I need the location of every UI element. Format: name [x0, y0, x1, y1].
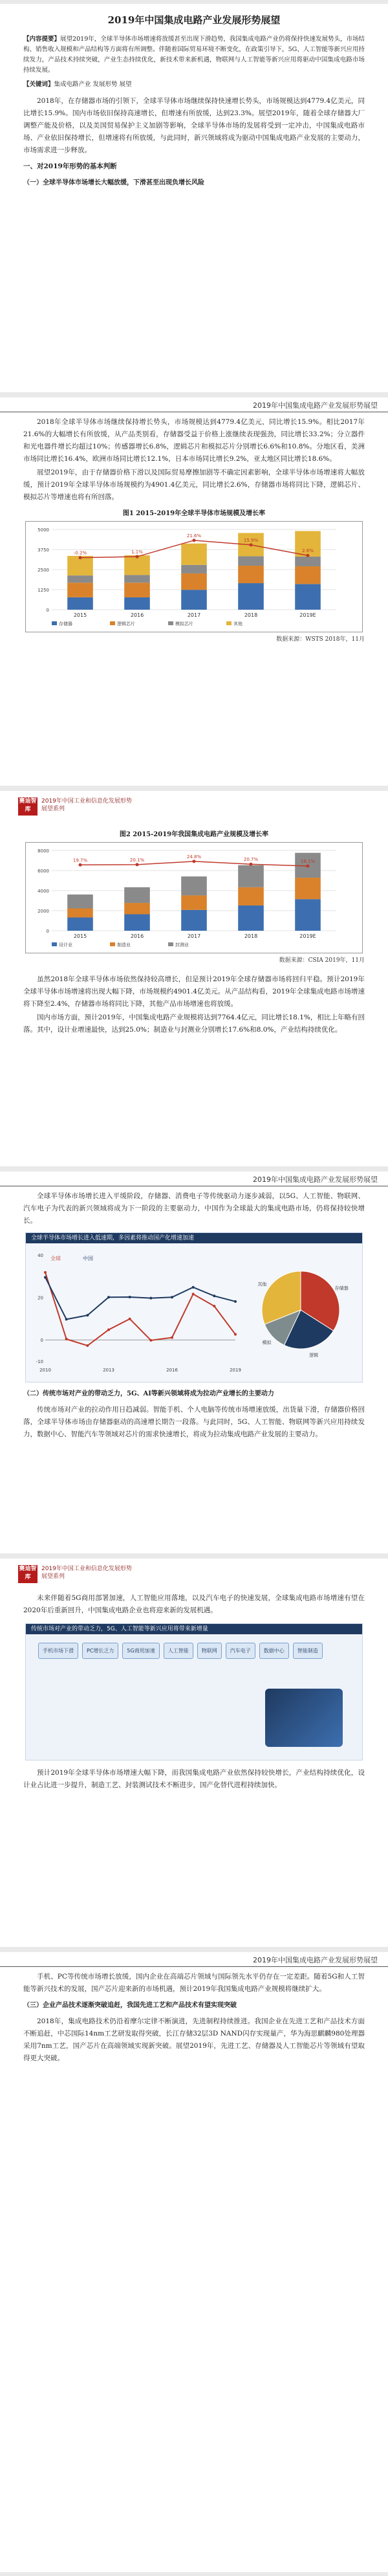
figure-1-title: 图1 2015-2019年全球半导体市场规模及增长率 — [122, 510, 266, 517]
page-1 — [0, 4, 388, 392]
legend-label: 模拟芯片 — [175, 621, 193, 627]
growth-label: 2.6% — [302, 548, 314, 554]
data-point — [86, 1314, 89, 1316]
abstract-label: 【内容提要】 — [23, 36, 61, 43]
data-point — [234, 1300, 237, 1303]
data-point — [107, 1296, 110, 1298]
y-tick-label: -10 — [36, 1359, 43, 1364]
legend-label: 存储器 — [59, 621, 72, 627]
figure-1-svg — [26, 522, 362, 632]
tag-pill: 5G商用加速 — [122, 1643, 159, 1659]
bar — [124, 597, 150, 610]
y-tick-label: 1250 — [38, 588, 49, 593]
page-6 — [0, 1952, 388, 2572]
growth-point — [250, 543, 253, 546]
paragraph-10: 2018年，集成电路技术仍沿着摩尔定律不断演进，先进制程持续推进。我国企业在先进工艺和产品技术方面不断追赶，中芯国际14nm工艺研发取得突破，长江存储32层3D NAND闪存实现量产，华为海思麒麟980处理器采用7nm工艺，国产芯片在高端领域实现新突破。展望2019年，先进工艺、存储器及人工智能芯片等领域有望取得更大突破。 — [23, 2017, 365, 2062]
bar — [181, 910, 207, 931]
keywords — [23, 80, 365, 90]
tag-pill: 人工智能 — [164, 1643, 193, 1659]
legend-swatch — [52, 942, 57, 946]
data-point — [149, 1297, 152, 1300]
figure-1-source: 数据来源：WSTS 2018年，11月 — [276, 636, 365, 643]
page-header — [0, 1171, 388, 1186]
abstract-text: 展望2019年，全球半导体市场增速将放缓甚至出现下滑趋势，我国集成电路产业仍将保持快速发展势头，市场结构、销售收入规模和产品结构等方面将有所调整。伴随着国际贸易环境不断变化，在政策引导下，5G、人工智能等新兴应用持续发力，产品技术持续突破，产业生态持续优化，新技术带来新机遇，物联网与人工智能等新兴应用将驱动中国集成电路市场持续发展。 — [23, 36, 365, 74]
series-name: 2019年中国工业和信息化发展形势展望系列 — [41, 1566, 132, 1580]
x-tick-label: 2016 — [130, 933, 144, 939]
logo: 赛迪智库 — [18, 1565, 38, 1583]
data-point — [234, 1333, 237, 1336]
legend-swatch — [168, 942, 173, 946]
legend-swatch — [52, 621, 57, 625]
pie-label: 模拟 — [262, 1340, 272, 1346]
growth-point — [193, 860, 196, 863]
tag-pill: 物联网 — [197, 1643, 222, 1659]
bar — [181, 544, 207, 565]
x-tick-label: 2017 — [187, 933, 201, 939]
growth-point — [79, 556, 82, 559]
logo: 赛迪智库 — [18, 797, 38, 816]
bar — [238, 905, 264, 931]
paragraph-5: 全球半导体市场增长进入平缓阶段，存储器、消费电子等传统驱动力逐步减弱，以5G、人工智能、物联网、汽车电子为代表的新兴领域将成为下一阶段的主要驱动力，中国作为全球最大的集成电路市场，仍将保持较快增长。 — [23, 1192, 365, 1225]
x-tick-label: 2019 — [230, 1368, 241, 1373]
bar — [67, 575, 93, 583]
bar — [124, 915, 150, 931]
bar — [124, 887, 150, 903]
data-point — [192, 1286, 195, 1289]
subsection-heading-1a: （一）全球半导体市场增长大幅放缓，下滑甚至出现负增长风险 — [23, 179, 204, 186]
bar — [181, 895, 207, 909]
data-point — [44, 1276, 47, 1278]
tag-pill: PC增长乏力 — [82, 1643, 118, 1659]
growth-point — [307, 554, 310, 557]
legend-label: 其他 — [233, 621, 242, 627]
growth-label: 1.1% — [131, 550, 143, 555]
x-tick-label: 2015 — [73, 612, 87, 618]
page-5 — [0, 1559, 388, 1947]
data-point — [192, 1293, 195, 1295]
document-title: 2019年中国集成电路产业发展形势展望 — [107, 14, 281, 26]
bar — [295, 557, 321, 566]
abstract — [23, 34, 365, 76]
page-header — [0, 397, 388, 412]
paragraph-8: 预计2019年全球半导体市场增速大幅下降，而我国集成电路产业依然保持较快增长，产业结构持续优化，设计业占比进一步提升，制造工艺、封装测试技术不断进步，国产化替代进程持续加快。 — [23, 1769, 365, 1789]
data-point — [65, 1338, 68, 1340]
legend-swatch — [110, 621, 115, 625]
legend-label: 全球 — [50, 1256, 61, 1261]
x-tick-label: 2019E — [299, 612, 316, 618]
series-line — [45, 1272, 235, 1346]
x-tick-label: 2018 — [244, 933, 258, 939]
paragraph-7: 未来伴随着5G商用部署加速，人工智能应用落地，以及汽车电子的快速发展，全球集成电路市场增速有望在2020年后重新回升，中国集成电路企业也将迎来新的发展机遇。 — [23, 1594, 365, 1614]
bar — [67, 908, 93, 917]
intro-paragraph: 2018年，在存储器市场的引领下，全球半导体市场继续保持快速增长势头，市场规模达到4779.4亿美元，同比增长15.9%。国内市场依旧保持高速增长，但增速有所放缓，达到23.3%。展望2019年，随着全球存储器大厂调整产能及价格，以及美国贸易保护主义加剧等影响，全球半导体市场的发展将受到一定冲击，中国集成电路市场、产业依旧保持增长，但增速将有所放缓，与此同时，新兴领域将成为驱动中国集成电路产业发展的主要动力，市场需求进一步释放。 — [23, 97, 365, 154]
bar — [181, 573, 207, 590]
legend-swatch — [226, 621, 232, 625]
bar — [295, 584, 321, 610]
data-point — [171, 1337, 173, 1339]
growth-label: 18.1% — [300, 859, 316, 865]
chip-graphic — [265, 1689, 343, 1747]
y-tick-label: 4000 — [38, 889, 49, 894]
bar — [238, 566, 264, 583]
y-tick-label: 8000 — [38, 849, 49, 854]
bar — [295, 878, 321, 899]
figure-2-chart — [25, 842, 363, 953]
y-tick-label: 3750 — [38, 548, 49, 553]
series-line — [45, 1277, 235, 1319]
infographic-2 — [25, 1623, 363, 1760]
infographic-2-tags — [26, 1634, 362, 1667]
legend-swatch — [110, 942, 115, 946]
legend-label: 制造业 — [117, 942, 131, 948]
keywords-label: 【关键词】 — [23, 81, 54, 88]
growth-point — [307, 865, 310, 868]
pie-label: 存储器 — [334, 1285, 349, 1291]
x-tick-label: 2018 — [244, 612, 258, 618]
x-tick-label: 2019E — [299, 933, 316, 939]
data-point — [213, 1294, 215, 1297]
bar — [67, 894, 93, 908]
growth-label: -0.2% — [73, 550, 87, 556]
y-tick-label: 40 — [38, 1253, 43, 1258]
tag-pill: 手机市场下滑 — [38, 1643, 78, 1659]
y-tick-label: 0 — [40, 1338, 43, 1344]
growth-point — [250, 863, 253, 866]
infographic-2-title: 传统市场对产业的带动乏力，5G、人工智能等新兴应用将带来新增量 — [26, 1624, 362, 1634]
y-tick-label: 2500 — [38, 568, 49, 573]
data-point — [86, 1344, 89, 1347]
growth-label: 19.7% — [72, 858, 88, 863]
page-2 — [0, 397, 388, 786]
bar — [238, 887, 264, 905]
bar — [238, 556, 264, 566]
subsection-heading-1c: （三）企业产品技术逐渐突破追赶，我国先进工艺和产品技术有望实现突破 — [23, 2002, 237, 2009]
data-point — [107, 1328, 110, 1331]
y-tick-label: 5000 — [38, 527, 49, 533]
paragraph-6: 传统市场对产业的拉动作用日趋减弱。智能手机、个人电脑等传统市场增速放缓，出货量下滑，存储器价格回落，全球半导体市场由存储器驱动的高速增长期告一段落。与此同时，5G、人工智能、物联网等新兴应用持续发力，数据中心、智能汽车等领域对芯片的需求快速增长，将成为拉动集成电路产业发展的主要动力。 — [23, 1406, 365, 1438]
bar — [67, 917, 93, 931]
infographic-1-pie-chart — [246, 1249, 356, 1378]
y-tick-label: 6000 — [38, 869, 49, 874]
growth-label: 20.7% — [243, 857, 259, 863]
section-heading-1: 一、对2019年形势的基本判断 — [23, 162, 117, 170]
pie-label: 其他 — [257, 1282, 267, 1287]
paragraph-4: 国内市场方面，预计2019年，中国集成电路产业规模将达到7764.4亿元，同比增长18.1%，相比上年略有回落。其中，设计业增速最快，达到25.0%；制造业与封测业分别增长17.6%和8.0%，产业结构持续优化。 — [23, 1014, 365, 1034]
legend-label: 封测业 — [175, 942, 189, 948]
paragraph-9: 手机、PC等传统市场增长放缓，国内企业在高端芯片领域与国际领先水平仍存在一定差距。随着5G和人工智能等新兴技术的发展，国产芯片迎来新的市场机遇，预计2019年我国集成电路产业规模将继续扩大。 — [23, 1973, 365, 1993]
page-header — [0, 1952, 388, 1967]
growth-point — [136, 555, 139, 559]
legend-label: 逻辑芯片 — [117, 621, 135, 627]
tag-pill: 智能制造 — [293, 1643, 323, 1659]
growth-point — [79, 863, 82, 867]
bar — [181, 565, 207, 573]
x-tick-label: 2017 — [187, 612, 201, 618]
data-point — [129, 1318, 131, 1320]
bar — [181, 590, 207, 610]
legend-label: 中国 — [83, 1256, 93, 1261]
data-point — [65, 1318, 68, 1320]
tag-pill: 数据中心 — [259, 1643, 289, 1659]
growth-label: 21.6% — [186, 533, 202, 539]
y-tick-label: 20 — [38, 1295, 43, 1301]
page-header-title: 2019年中国集成电路产业发展形势展望 — [253, 1175, 378, 1184]
growth-label: 24.8% — [186, 854, 202, 860]
y-tick-label: 2000 — [38, 909, 49, 914]
paragraph-1: 2018年全球半导体市场继续保持增长势头，市场规模达到4779.4亿美元，同比增长15.9%。相比2017年21.6%的大幅增长有所放缓，从产品类别看，存储器受益于价格上涨继续表现强劲，同比增长33.2%；分立器件和光电器件增长均超过10%；传感器增长6.8%，逻辑芯片和模拟芯片分别增长6.6%和10.8%。分地区看，美洲市场同比增长16.4%，欧洲市场同比增长12.1%，日本市场同比增长9.2%，亚太地区同比增长18.6%。 — [23, 418, 365, 463]
infographic-1-line-chart — [28, 1249, 242, 1378]
growth-label: 20.1% — [129, 857, 145, 863]
growth-point — [136, 863, 139, 866]
bar — [238, 865, 264, 887]
paragraph-2: 展望2019年，由于存储器价格下滑以及国际贸易摩擦加剧等不确定因素影响，全球半导体市场增速将大幅放缓，预计2019年全球半导体市场规模约为4901.4亿美元，同比增长2.6%，存储器市场将同比下降，逻辑芯片、模拟芯片等增速也将有所回落。 — [23, 469, 365, 501]
figure-1-chart — [25, 521, 363, 632]
tag-pill: 汽车电子 — [226, 1643, 255, 1659]
bar — [67, 597, 93, 610]
infographic-1 — [25, 1232, 363, 1382]
data-point — [149, 1339, 152, 1342]
x-tick-label: 2016 — [130, 612, 144, 618]
bar — [295, 899, 321, 931]
keywords-text: 集成电路产业 发展形势 展望 — [54, 81, 132, 88]
growth-label: 15.9% — [243, 537, 259, 543]
x-tick-label: 2013 — [103, 1368, 114, 1373]
figure-2-svg — [26, 843, 362, 953]
data-point — [213, 1305, 215, 1307]
page-header-title: 2019年中国集成电路产业发展形势展望 — [253, 1956, 378, 1964]
bar — [295, 566, 321, 584]
paragraph-3: 虽然2018年全球半导体市场依然保持较高增长，但是预计2019年全球存储器市场将回归平稳。预计2019年全球半导体市场增速将出现大幅下降，市场规模约4901.4亿美元。从产品结构看，2019年全球集成电路市场增速将下降至2.4%，存储器市场将同比下降，其他产品市场增速也将放缓。 — [23, 975, 365, 1008]
growth-point — [193, 539, 196, 542]
bar — [124, 583, 150, 597]
y-tick-label: 0 — [46, 608, 49, 613]
data-point — [171, 1296, 173, 1298]
figure-2-source: 数据来源：CSIA 2019年，11月 — [279, 957, 365, 964]
x-tick-label: 2016 — [166, 1368, 178, 1373]
pie-label: 逻辑 — [309, 1353, 319, 1359]
bar — [67, 583, 93, 597]
legend-label: 设计业 — [59, 942, 72, 948]
x-tick-label: 2010 — [39, 1368, 51, 1373]
figure-2-title: 图2 2015-2019年我国集成电路产业规模及增长率 — [119, 831, 269, 838]
page-3 — [0, 791, 388, 1166]
page-header-title: 2019年中国集成电路产业发展形势展望 — [253, 401, 378, 410]
page-4 — [0, 1171, 388, 1553]
legend-swatch — [168, 621, 173, 625]
y-tick-label: 0 — [46, 929, 49, 934]
data-point — [129, 1296, 131, 1298]
x-tick-label: 2015 — [73, 933, 87, 939]
bar — [238, 583, 264, 610]
infographic-1-title: 全球半导体市场增长进入低速期，多因素将推动国产化增速加速 — [26, 1233, 362, 1243]
data-point — [44, 1271, 47, 1274]
bar — [181, 876, 207, 895]
bar — [124, 575, 150, 583]
bar — [124, 903, 150, 914]
subsection-heading-1b: （二）传统市场对产业的带动乏力，5G、AI等新兴领域将成为拉动产业增长的主要动力 — [23, 1390, 274, 1397]
series-name: 2019年中国工业和信息化发展形势展望系列 — [41, 798, 132, 812]
